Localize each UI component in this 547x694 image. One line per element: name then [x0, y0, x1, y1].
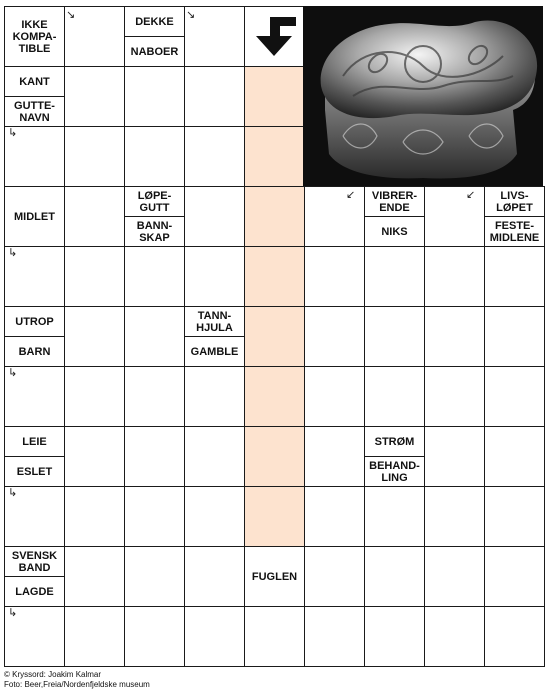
- clue-vibrerende: VIBRER- ENDE: [364, 186, 425, 217]
- grid-cell-r7-c2[interactable]: [124, 426, 185, 487]
- grid-cell-r5-c8[interactable]: [484, 306, 545, 367]
- grid-cell-r2-c1[interactable]: [64, 126, 125, 187]
- clue-midlet: MIDLET: [4, 186, 65, 247]
- clue-leie: LEIE: [4, 426, 65, 457]
- grid-cell-r7-c1[interactable]: [64, 426, 125, 487]
- grid-cell-r7-c7[interactable]: [424, 426, 485, 487]
- clue-svensk-band: SVENSK BAND: [4, 546, 65, 577]
- grid-cell-r2-c2[interactable]: [124, 126, 185, 187]
- clue-lagde: LAGDE: [4, 576, 65, 607]
- corner-arrow-icon: ↳: [8, 487, 18, 499]
- grid-cell-r9-c6[interactable]: [364, 546, 425, 607]
- grid-cell-r6-c8[interactable]: [484, 366, 545, 427]
- clue-dekke: DEKKE: [124, 6, 185, 37]
- grid-cell-r4-c8[interactable]: [484, 246, 545, 307]
- grid-cell-r8-c2[interactable]: [124, 486, 185, 547]
- grid-cell-r10-c1[interactable]: [64, 606, 125, 667]
- grid-cell-r10-c2[interactable]: [124, 606, 185, 667]
- grid-cell-r9-c1[interactable]: [64, 546, 125, 607]
- clue-fuglen: FUGLEN: [244, 546, 305, 607]
- corner-arrow-icon: ↳: [8, 607, 18, 619]
- grid-cell-r9-c2[interactable]: [124, 546, 185, 607]
- grid-cell-r10-c3[interactable]: [184, 606, 245, 667]
- grid-cell-r6-c2[interactable]: [124, 366, 185, 427]
- grid-cell-r1-c4[interactable]: [244, 66, 305, 127]
- clue-gamble: GAMBLE: [184, 336, 245, 367]
- corner-arrow-icon: ↙: [346, 189, 356, 201]
- clue-niks: NIKS: [364, 216, 425, 247]
- grid-cell-r8-c6[interactable]: [364, 486, 425, 547]
- corner-arrow-icon: ↳: [8, 247, 18, 259]
- credits: [4, 670, 150, 690]
- clue-barn: BARN: [4, 336, 65, 367]
- grid-cell-r4-c2[interactable]: [124, 246, 185, 307]
- clue-kant: KANT: [4, 66, 65, 97]
- clue-naboer: NABOER: [124, 36, 185, 67]
- grid-cell-r10-c6[interactable]: [364, 606, 425, 667]
- corner-arrow-icon: ↳: [8, 367, 18, 379]
- grid-cell-r4-c5[interactable]: [304, 246, 365, 307]
- grid-cell-r4-c6[interactable]: [364, 246, 425, 307]
- grid-cell-r3-c7[interactable]: [424, 186, 485, 247]
- clue-guttenavn: GUTTE- NAVN: [4, 96, 65, 127]
- clue-bannskap: BANN- SKAP: [124, 216, 185, 247]
- grid-cell-r1-c1[interactable]: [64, 66, 125, 127]
- clue-behandling: BEHAND- LING: [364, 456, 425, 487]
- grid-cell-r1-c3[interactable]: [184, 66, 245, 127]
- grid-cell-r5-c6[interactable]: [364, 306, 425, 367]
- silver-box-photo: [303, 6, 543, 186]
- grid-cell-r7-c8[interactable]: [484, 426, 545, 487]
- grid-cell-r4-c1[interactable]: [64, 246, 125, 307]
- grid-cell-r9-c8[interactable]: [484, 546, 545, 607]
- grid-cell-r4-c7[interactable]: [424, 246, 485, 307]
- grid-cell-r6-c5[interactable]: [304, 366, 365, 427]
- grid-cell-r7-c5[interactable]: [304, 426, 365, 487]
- grid-cell-r8-c8[interactable]: [484, 486, 545, 547]
- clue-strom: STRØM: [364, 426, 425, 457]
- grid-cell-r5-c5[interactable]: [304, 306, 365, 367]
- grid-cell-r8-c1[interactable]: [64, 486, 125, 547]
- grid-cell-r3-c3[interactable]: [184, 186, 245, 247]
- grid-cell-r6-c3[interactable]: [184, 366, 245, 427]
- clue-utrop: UTROP: [4, 306, 65, 337]
- grid-cell-r10-c7[interactable]: [424, 606, 485, 667]
- clue-ikke-kompatible: IKKE KOMPA- TIBLE: [4, 6, 65, 67]
- grid-cell-r9-c5[interactable]: [304, 546, 365, 607]
- clue-tannhjula: TANN- HJULA: [184, 306, 245, 337]
- grid-cell-r9-c3[interactable]: [184, 546, 245, 607]
- grid-cell-r1-c2[interactable]: [124, 66, 185, 127]
- grid-cell-r6-c4[interactable]: [244, 366, 305, 427]
- grid-cell-r8-c5[interactable]: [304, 486, 365, 547]
- corner-arrow-icon: ↳: [8, 127, 18, 139]
- grid-cell-r3-c4[interactable]: [244, 186, 305, 247]
- grid-cell-r7-c4[interactable]: [244, 426, 305, 487]
- grid-cell-r10-c5[interactable]: [304, 606, 365, 667]
- grid-cell-r8-c4[interactable]: [244, 486, 305, 547]
- corner-arrow-icon: ↘: [186, 9, 196, 21]
- grid-cell-r8-c3[interactable]: [184, 486, 245, 547]
- clue-lopegutt: LØPE- GUTT: [124, 186, 185, 217]
- grid-cell-r2-c4[interactable]: [244, 126, 305, 187]
- grid-cell-r4-c4[interactable]: [244, 246, 305, 307]
- grid-cell-r10-c8[interactable]: [484, 606, 545, 667]
- clue-livslopet: LIVS- LØPET: [484, 186, 545, 217]
- credit-crossword: © Kryssord: Joakim Kalmar: [4, 670, 102, 679]
- grid-cell-r6-c7[interactable]: [424, 366, 485, 427]
- down-arrow-icon: [250, 14, 298, 58]
- grid-cell-r5-c2[interactable]: [124, 306, 185, 367]
- grid-cell-r5-c7[interactable]: [424, 306, 485, 367]
- corner-arrow-icon: ↘: [66, 9, 76, 21]
- grid-cell-r3-c1[interactable]: [64, 186, 125, 247]
- grid-cell-r5-c1[interactable]: [64, 306, 125, 367]
- grid-cell-r6-c6[interactable]: [364, 366, 425, 427]
- clue-festemidlene: FESTE- MIDLENE: [484, 216, 545, 247]
- corner-arrow-icon: ↙: [466, 189, 476, 201]
- grid-cell-r4-c3[interactable]: [184, 246, 245, 307]
- grid-cell-r2-c3[interactable]: [184, 126, 245, 187]
- grid-cell-r7-c3[interactable]: [184, 426, 245, 487]
- grid-cell-r8-c7[interactable]: [424, 486, 485, 547]
- clue-eslet: ESLET: [4, 456, 65, 487]
- grid-cell-r6-c1[interactable]: [64, 366, 125, 427]
- grid-cell-r5-c4[interactable]: [244, 306, 305, 367]
- credit-photo: Foto: Beer,Freia/Nordenfjeldske museum: [4, 680, 150, 689]
- grid-cell-r9-c7[interactable]: [424, 546, 485, 607]
- grid-cell-r10-c4[interactable]: [244, 606, 305, 667]
- grid-cell-r3-c5[interactable]: [304, 186, 365, 247]
